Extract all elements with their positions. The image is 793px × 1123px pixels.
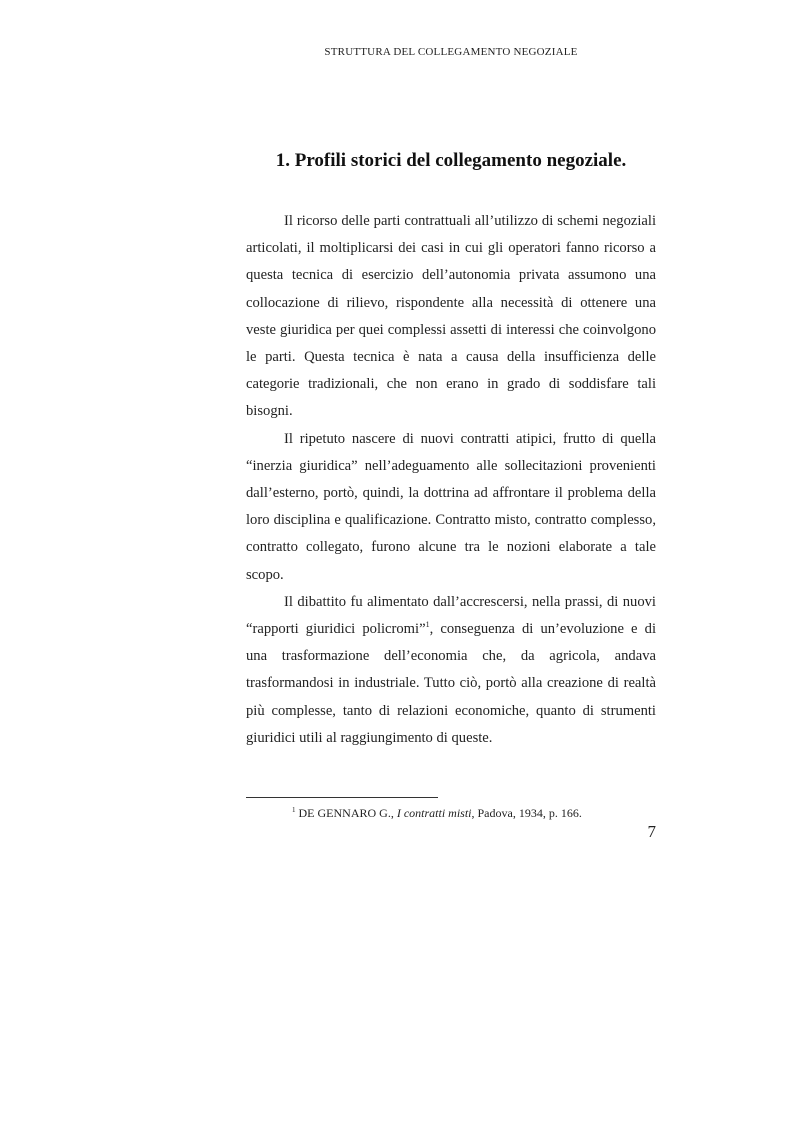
paragraph-3 xyxy=(246,589,656,752)
footnote-work-title: I contratti misti xyxy=(396,806,472,820)
footnote-author: DE GENNARO G., xyxy=(295,806,397,820)
paragraph-1: Il ricorso delle parti contrattuali all’utilizzo di schemi negoziali articolati, il moltiplicarsi dei casi in cui gli operatori fanno ricorso a questa tecnica di esercizio dell’autonomia privata assumono una collocazione di rilievo, rispondente alla necessità di ottenere una veste giuridica per quei complessi assetti di interessi che coinvolgono le parti. Questa tecnica è nata a causa della insufficienza delle categorie tradizionali, che non erano in grado di soddisfare tali bisogni. xyxy=(246,213,656,420)
running-header: STRUTTURA DEL COLLEGAMENTO NEGOZIALE xyxy=(324,46,578,58)
footnote-reference[interactable]: 1 xyxy=(425,620,430,630)
footnote-number: 1 xyxy=(292,806,296,814)
paragraph-2: Il ripetuto nascere di nuovi contratti atipici, frutto di quella “inerzia giuridica” nell’adeguamento alle sollecitazioni provenienti dall’esterno, portò, quindi, la dottrina ad affrontare il problema della loro disciplina e qualificazione. Contratto misto, contratto complesso, contratto collegato, furono alcune tra le nozioni elaborate a tale scopo. xyxy=(246,430,656,583)
page-number: 7 xyxy=(647,822,656,841)
chapter-title: 1. Profili storici del collegamento negoziale. xyxy=(275,150,627,171)
paragraph-3-text-after-note: , conseguenza di un’evoluzione e di una trasformazione dell’economia che, da agricola, andava trasformandosi in industriale. Tutto ciò, portò alla creazione di realtà più complesse, tanto di relazioni economiche, quanto di strumenti giuridici utili al raggiungimento di queste. xyxy=(246,621,657,746)
footnote-divider xyxy=(246,797,438,798)
footnote xyxy=(246,805,656,821)
body-text xyxy=(246,208,656,752)
footnote-citation-rest: , Padova, 1934, p. 166. xyxy=(471,806,582,820)
paragraph-3-text-before-note: Il dibattito fu alimentato dall’accrescersi, nella prassi, di nuovi “rapporti giuridici policromi” xyxy=(246,593,656,638)
